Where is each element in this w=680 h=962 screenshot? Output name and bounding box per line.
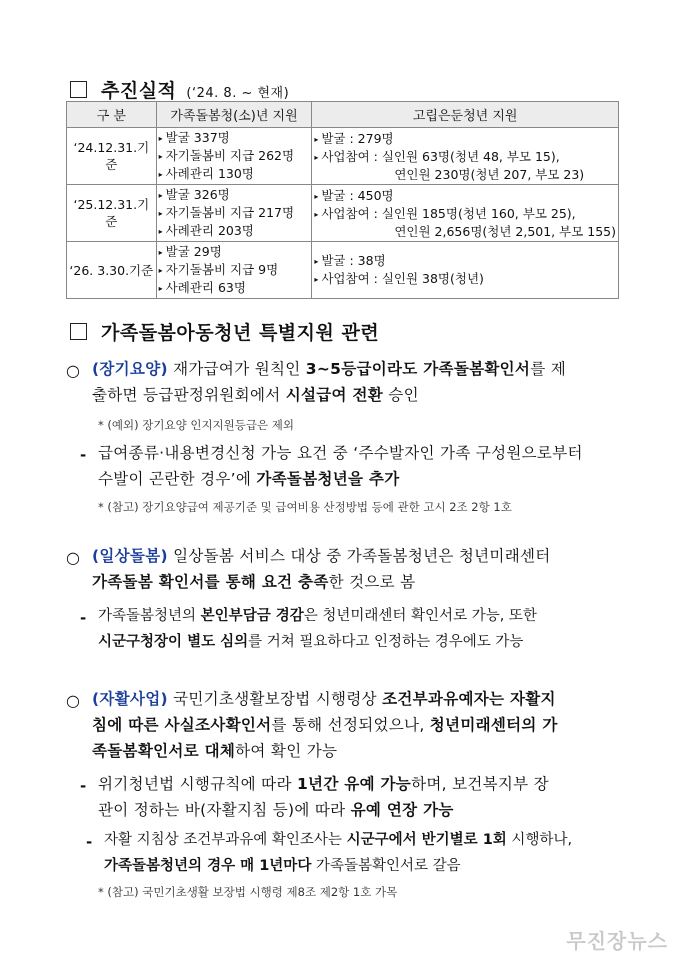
checkbox-square-icon	[70, 323, 87, 340]
dash-bullet: -	[80, 446, 87, 464]
header-category: 구 분	[67, 102, 157, 128]
note: * (예외) 장기요양 인지지원등급은 제외	[98, 418, 294, 432]
circle-bullet-icon: ○	[66, 548, 80, 567]
longterm-care-detail: 급여종류·내용변경신청 가능 요건 중 ‘주수발자인 가족 구성원으로부터 수발이 곤란한 경우’에 가족돌봄청년을 추가	[98, 444, 583, 488]
table-row	[67, 128, 619, 185]
family-support-cell: ▸ 발굴 326명 ▸ 자기돌봄비 지급 217명 ▸ 사례관리 203명	[156, 185, 312, 242]
family-support-cell: ▸ 발굴 337명 ▸ 자기돌봄비 지급 262명 ▸ 사례관리 130명	[156, 128, 312, 185]
isolated-support-cell: ▸ 발굴 : 38명 ▸ 사업참여 : 실인원 38명(청년)	[312, 242, 619, 299]
daily-care-detail: 가족돌봄청년의 본인부담금 경감은 청년미래센터 확인서로 가능, 또한 시군구청장이 별도 심의를 거쳐 필요하다고 인정하는 경우에도 가능	[98, 608, 537, 650]
table-row	[67, 185, 619, 242]
row-date: ‘26. 3.30.기준	[67, 242, 157, 299]
dash-bullet: -	[80, 777, 87, 795]
note: * (참고) 장기요양급여 제공기준 및 급여비용 산정방법 등에 관한 고시 2조 2항 1호	[98, 500, 512, 514]
row-date: ‘25.12.31.기준	[67, 185, 157, 242]
daily-care-paragraph: (일상돌봄) 일상돌봄 서비스 대상 중 가족돌봄청년은 청년미래센터 가족돌봄 확인서를 통해 요건 충족한 것으로 봄	[92, 547, 551, 591]
dash-bullet: -	[80, 609, 87, 627]
results-table	[66, 101, 619, 299]
table-row	[67, 242, 619, 299]
watermark-logo: 무진장뉴스	[566, 929, 668, 953]
family-support-cell: ▸ 발굴 29명 ▸ 자기돌봄비 지급 9명 ▸ 사례관리 63명	[156, 242, 312, 299]
row-date: ‘24.12.31.기준	[67, 128, 157, 185]
self-support-detail: 위기청년법 시행규칙에 따라 1년간 유예 가능하며, 보건복지부 장 관이 정하는 바(자활지침 등)에 따라 유예 연장 가능	[98, 775, 549, 819]
section-heading-results: 추진실적 (‘24. 8. ~ 현재)	[70, 76, 289, 103]
isolated-support-cell: ▸ 발굴 : 450명 ▸ 사업참여 : 실인원 185명(청년 160, 부모 25), 연인원 2,656명(청년 2,501, 부모 155)	[312, 185, 619, 242]
self-support-paragraph: (자활사업) 국민기초생활보장법 시행령상 조건부과유예자는 자활지 침에 따른 사실조사확인서를 통해 선정되었으나, 청년미래센터의 가 족돌봄확인서로 대체하여 확인 가능	[92, 690, 558, 760]
self-support-detail-2: 자활 지침상 조건부과유예 확인조사는 시군구에서 반기별로 1회 시행하나, 가족돌봄청년의 경우 매 1년마다 가족돌봄확인서로 갈음	[104, 832, 573, 874]
header-family-care: 가족돌봄청(소)년 지원	[156, 102, 312, 128]
circle-bullet-icon: ○	[66, 361, 80, 380]
section-heading-special-support: 가족돌봄아동청년 특별지원 관련	[70, 318, 379, 345]
circle-bullet-icon: ○	[66, 691, 80, 710]
longterm-care-paragraph: (장기요양) 재가급여가 원칙인 3~5등급이라도 가족돌봄확인서를 제 출하면 등급판정위원회에서 시설급여 전환 승인	[92, 360, 566, 404]
header-isolated-youth: 고립은둔청년 지원	[312, 102, 619, 128]
checkbox-square-icon	[70, 81, 87, 98]
table-header-row	[67, 102, 619, 128]
isolated-support-cell: ▸ 발굴 : 279명 ▸ 사업참여 : 실인원 63명(청년 48, 부모 15), 연인원 230명(청년 207, 부모 23)	[312, 128, 619, 185]
dash-bullet: -	[86, 833, 93, 851]
note: * (참고) 국민기초생활 보장법 시행령 제8조 제2항 1호 가목	[98, 885, 398, 899]
